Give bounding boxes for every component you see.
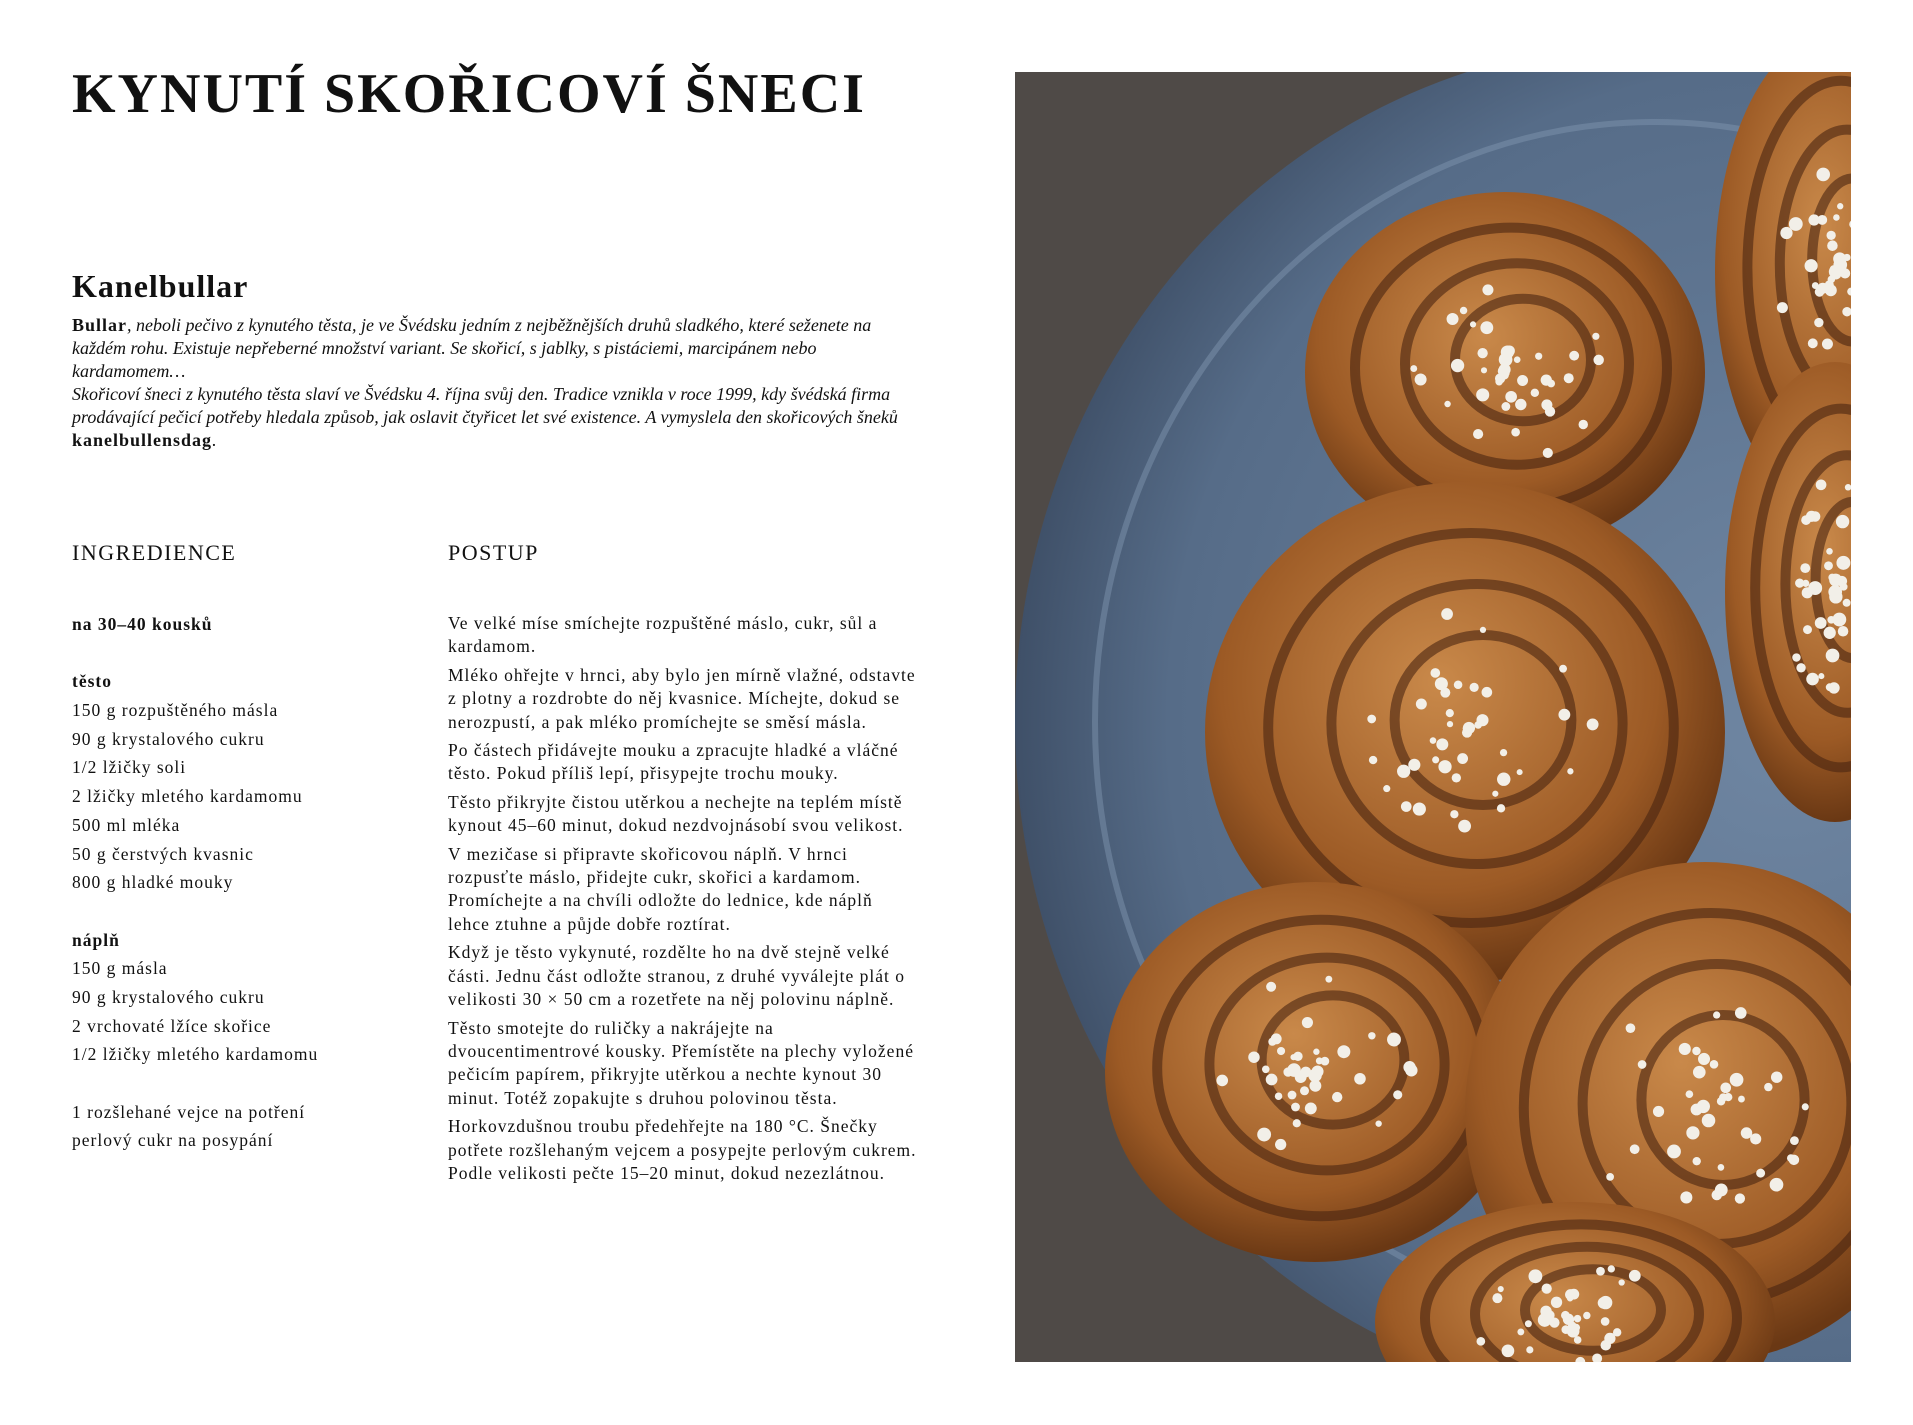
method-step: V mezičase si připravte skořicovou náplň. V hrnci rozpusťte máslo, přidejte cukr, skořici a kardamom. Promíchejte a na chvíli odložte do lednice, kde náplň lehce ztuhne a půjde dobře roztírat. (448, 843, 873, 934)
ingredients-list (72, 610, 412, 1155)
method-step: Mléko ohřejte v hrnci, aby bylo jen mírně vlažné, odstavte z plotny a rozdrobte do něj kvasnice. Míchejte, dokud se nerozpustí, a pak mléko promíchejte se směsí másla. (448, 664, 916, 732)
ingredient-item: 1 rozšlehané vejce na potření (72, 1101, 306, 1122)
dough-heading: těsto (72, 671, 112, 692)
ingredient-item: perlový cukr na posypání (72, 1130, 274, 1151)
intro-text-span: , neboli pečivo z kynutého těsta, je ve Švédsku jedním z nejběžnějších druhů sladkého, které seženete na každém rohu. Existuje nepřeberné množství variant. Se skořicí, s jablky, s pistáciemi, marcipánem nebo kardamomem… (72, 315, 872, 381)
method-heading: POSTUP (448, 540, 539, 565)
method-step: Horkovzdušnou troubu předehřejte na 180 °C. Šnečky potřete rozšlehaným vejcem a posypejte perlovým cukrem. Podle velikosti pečte 15–20 minut, dokud nezezlátnou. (448, 1116, 917, 1183)
ingredient-item: 90 g krystalového cukru (72, 986, 265, 1007)
method-step: Těsto přikryjte čistou utěrkou a nechejte na teplém místě kynout 45–60 minut, dokud nezdvojnásobí svou velikost. (448, 791, 904, 836)
intro-text-span: Skořicoví šneci z kynutého těsta slaví ve Švédsku 4. října svůj den. Tradice vznikla v roce 1999, kdy švédská firma prodávající pečicí potřeby hledala způsob, jak oslavit čtyřicet let své existence. A vymyslela den skořicových šneků (72, 384, 898, 427)
ingredient-item: 150 g másla (72, 958, 168, 979)
ingredient-item: 90 g krystalového cukru (72, 728, 265, 749)
page-title: KYNUTÍ SKOŘICOVÍ ŠNECI (72, 63, 866, 125)
ingredient-item: 800 g hladké mouky (72, 872, 234, 893)
cinnamon-buns-photo (1015, 72, 1851, 1362)
ingredient-item: 1/2 lžičky mletého kardamomu (72, 1044, 319, 1065)
intro-paragraph-2 (72, 383, 922, 452)
intro-bold-term: Bullar (72, 315, 128, 335)
method-step: Když je těsto vykynuté, rozdělte ho na dvě stejně velké části. Jednu část odložte stranou, z druhé vyválejte plát o velikosti 30 × 50 cm a rozetřete na něj polovinu náplně. (448, 942, 905, 1010)
intro-text-span: . (212, 430, 217, 450)
method-step: Těsto smotejte do ruličky a nakrájejte na dvoucentimentrové kousky. Přemístěte na plechy vyložené pečicím papírem, přikryjte utěrkou a nechte kynout 30 minut. Totéž zopakujte s druhou polovinou těsta. (448, 1017, 914, 1108)
recipe-subtitle: Kanelbullar (72, 268, 249, 304)
method-steps (448, 612, 918, 1190)
filling-heading: náplň (72, 929, 120, 950)
intro-text (72, 314, 922, 452)
ingredient-item: 50 g čerstvých kvasnic (72, 843, 254, 864)
yield: na 30–40 kousků (72, 614, 213, 634)
ingredient-item: 2 lžičky mletého kardamomu (72, 786, 303, 807)
ingredient-item: 1/2 lžičky soli (72, 757, 187, 778)
intro-bold-term: kanelbullensdag (72, 430, 213, 450)
method-step: Ve velké míse smíchejte rozpuštěné máslo, cukr, sůl a kardamom. (448, 613, 878, 657)
method-step: Po částech přidávejte mouku a zpracujte hladké a vláčné těsto. Pokud příliš lepí, přisypejte trochu mouky. (448, 740, 899, 784)
ingredient-item: 150 g rozpuštěného másla (72, 700, 279, 721)
ingredient-item: 500 ml mléka (72, 814, 181, 835)
ingredient-item: 2 vrchovaté lžíce skořice (72, 1015, 272, 1036)
ingredients-heading: INGREDIENCE (72, 540, 237, 565)
intro-paragraph-1 (72, 314, 922, 383)
